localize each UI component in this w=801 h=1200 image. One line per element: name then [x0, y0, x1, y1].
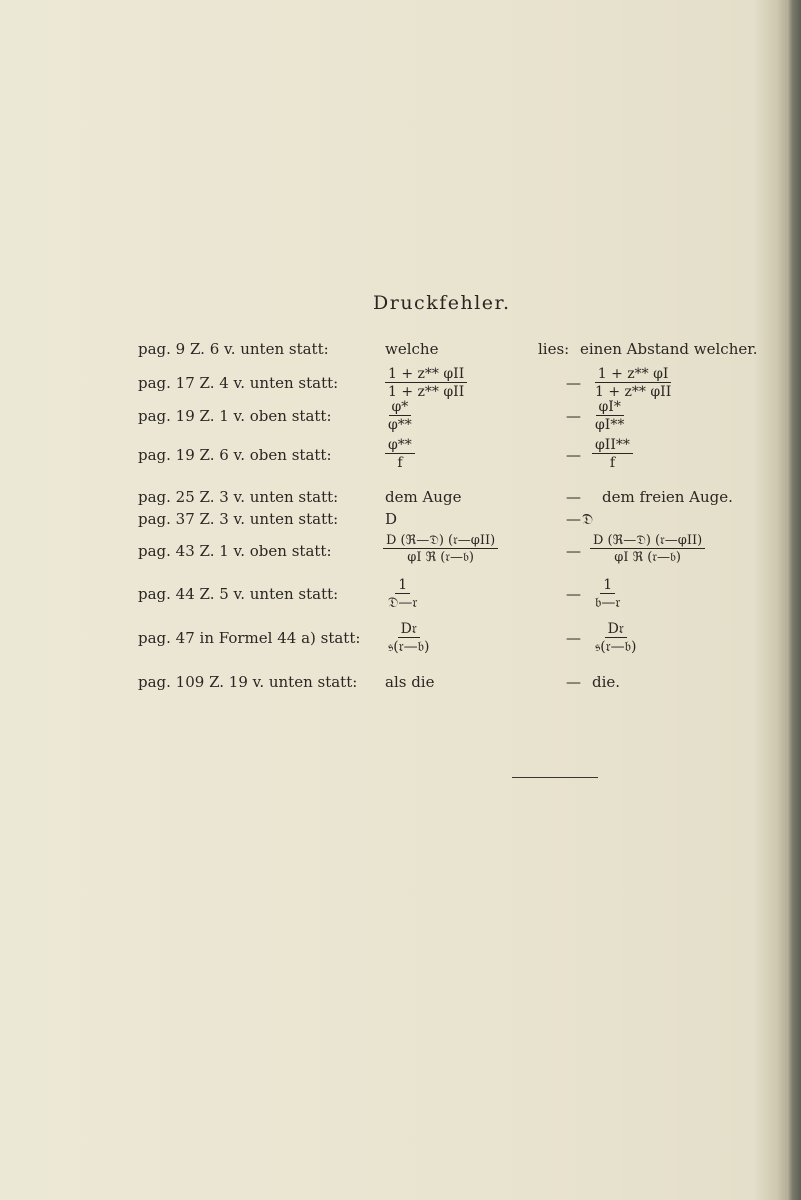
dash: — [566, 629, 581, 647]
wrong-text: dem Auge [385, 488, 462, 506]
page-title: Druckfehler. [373, 292, 511, 314]
errata-row [0, 533, 801, 570]
dash: — [566, 407, 581, 425]
correct-text: einen Abstand welcher. [580, 340, 758, 358]
correct-text: dem freien Auge. [602, 488, 733, 506]
dash: — [566, 673, 581, 691]
dash: — [566, 374, 581, 392]
errata-reference: pag. 109 Z. 19 v. unten statt: [138, 673, 358, 691]
fraction-denominator: 𝔇—𝔯 [388, 595, 418, 611]
errata-reference: pag. 25 Z. 3 v. unten statt: [138, 488, 339, 506]
dash: — [566, 585, 581, 603]
correct-fraction [592, 438, 633, 470]
errata-row [0, 577, 801, 613]
fraction-numerator: D𝔯 [398, 622, 420, 638]
fraction-numerator: 1 [395, 578, 410, 594]
errata-reference: pag. 19 Z. 1 v. oben statt: [138, 407, 332, 425]
wrong-fraction [385, 367, 467, 399]
fraction-denominator: 1 + z** φII [388, 384, 465, 400]
errata-reference: pag. 19 Z. 6 v. oben statt: [138, 446, 332, 464]
closing-rule [512, 777, 598, 778]
fraction-numerator: φ** [385, 438, 415, 454]
wrong-fraction [385, 400, 415, 432]
wrong-fraction [383, 534, 498, 564]
fraction-numerator: φI* [596, 400, 624, 416]
errata-reference: pag. 44 Z. 5 v. unten statt: [138, 585, 339, 603]
errata-row [0, 437, 801, 474]
wrong-fraction [385, 622, 433, 654]
dash: — [566, 510, 581, 528]
correct-fraction [592, 367, 674, 399]
fraction-denominator: 𝔰(𝔯—𝔟) [388, 639, 430, 655]
fraction-numerator: 1 + z** φII [385, 367, 467, 383]
errata-reference: pag. 37 Z. 3 v. unten statt: [138, 510, 339, 528]
wrong-text: als die [385, 673, 435, 691]
fraction-numerator: D (ℜ—𝔇) (𝔯—φII) [383, 534, 498, 549]
errata-row [0, 399, 801, 435]
dash: — [566, 446, 581, 464]
fraction-numerator: φII** [592, 438, 633, 454]
wrong-fraction [385, 438, 415, 470]
fraction-numerator: 1 [600, 578, 615, 594]
lies-label: lies: [538, 340, 570, 358]
errata-row [0, 673, 801, 703]
fraction-denominator: φI** [595, 417, 625, 433]
errata-reference: pag. 17 Z. 4 v. unten statt: [138, 374, 339, 392]
errata-reference: pag. 9 Z. 6 v. unten statt: [138, 340, 329, 358]
correct-fraction [592, 400, 627, 432]
correct-fraction [592, 578, 623, 610]
errata-reference: pag. 47 in Formel 44 a) statt: [138, 629, 361, 647]
fraction-denominator: φ** [388, 417, 412, 433]
wrong-fraction [385, 578, 420, 610]
fraction-denominator: 1 + z** φII [595, 384, 672, 400]
errata-reference: pag. 43 Z. 1 v. oben statt: [138, 542, 332, 560]
fraction-numerator: 1 + z** φI [595, 367, 672, 383]
dash: — [566, 542, 581, 560]
fraction-denominator: 𝔰(𝔯—𝔟) [595, 639, 637, 655]
dash: — [566, 488, 581, 506]
errata-row [0, 366, 801, 402]
fraction-numerator: D (ℜ—𝔇) (𝔯—φII) [590, 534, 705, 549]
errata-row [0, 621, 801, 657]
correct-fraction [590, 534, 705, 564]
fraction-numerator: φ* [389, 400, 412, 416]
fraction-denominator: 𝔟—𝔯 [595, 595, 621, 611]
wrong-text: D [385, 510, 398, 528]
fraction-numerator: D𝔯 [605, 622, 627, 638]
fraction-denominator: φI ℜ (𝔯—𝔟) [614, 550, 681, 565]
fraction-denominator: f [397, 455, 403, 471]
correct-fraction [592, 622, 640, 654]
correct-text: die. [592, 673, 621, 691]
fraction-denominator: f [609, 455, 616, 471]
wrong-text: welche [385, 340, 439, 358]
correct-text: 𝔇 [582, 510, 594, 528]
fraction-denominator: φI ℜ (𝔯—𝔟) [407, 550, 474, 565]
